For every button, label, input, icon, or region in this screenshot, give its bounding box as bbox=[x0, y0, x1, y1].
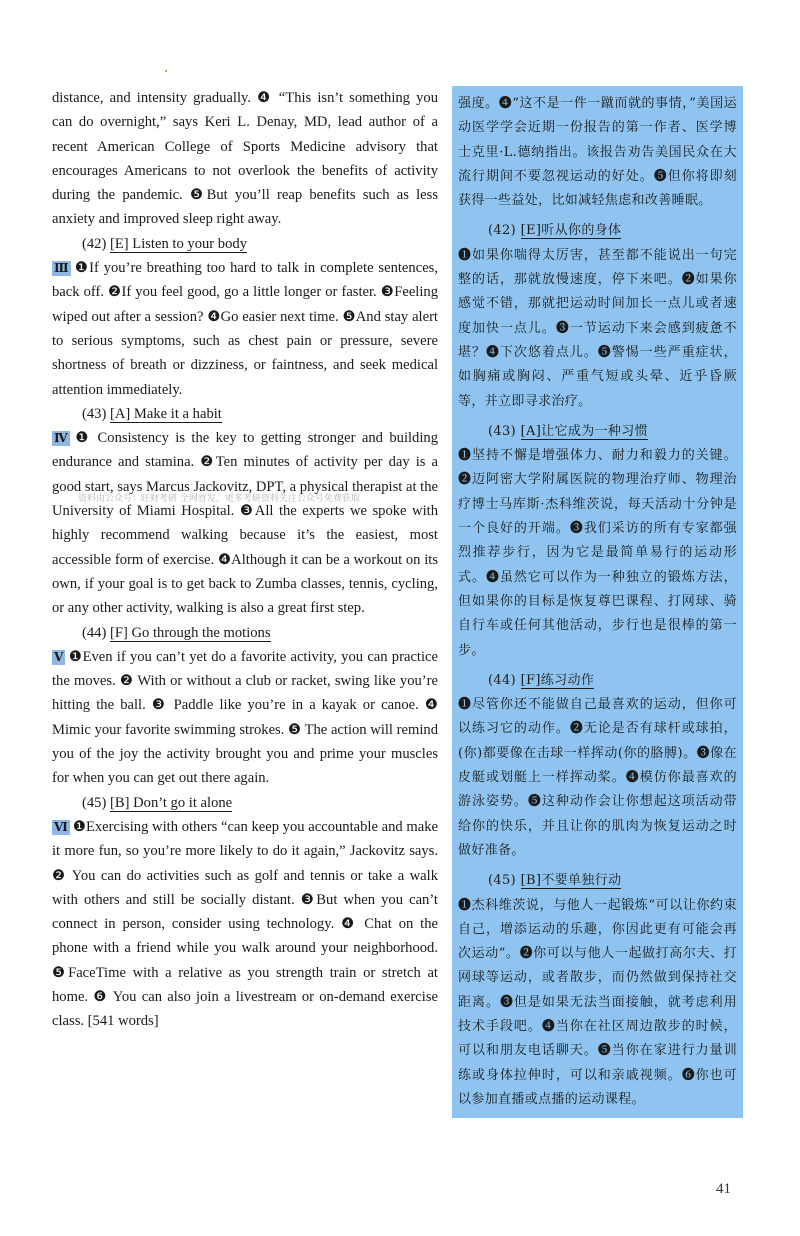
translation-body-42: ❶如果你喘得太厉害，甚至都不能说出一句完整的话，那就放慢速度，停下来吧。❷如果你感觉不错，那就把运动时间加长一点儿或者速度加快一点儿。❸一节运动下来会感到疲惫不堪？❹下次悠着点儿。❺警惕一些严重症状，如胸痛或胸闷、严重气短或头晕、近乎昏厥等，并立即寻求治疗。 bbox=[458, 247, 737, 409]
section-number: (45) bbox=[82, 794, 107, 811]
section-number: (44) bbox=[82, 624, 107, 641]
translation-panel bbox=[452, 86, 743, 1118]
translation-heading-44: (44) [F]练习动作 bbox=[488, 672, 595, 688]
translation-body-44: ❶尽管你还不能做自己最喜欢的运动，但你可以练习它的动作。❷无论是否有球杆或球拍，(你)都要像在击球一样挥动(你的胳膊)。❸像在皮艇或划艇上一样挥动桨。❹模仿你最喜欢的游泳姿势。❺这种动作会让你想起这项活动带给你的快乐，并且让你的肌肉为恢复运动之时做好准备。 bbox=[458, 697, 737, 858]
intro-paragraph: distance, and intensity gradually. ❹ “This isn’t something you can do overnight,” says Keri L. Denay, MD, lead author of a recent American College of Sports Medicine advisory that encourages Americans to not overlook the benefits of activity during the pandemic. ❺But you’ll reap benefits such as less anxiety and improved sleep right away. bbox=[52, 90, 438, 228]
watermark-text: 资料由公众号：旺财考研 全网首发，更多考研资料关注公众号免费获取 bbox=[78, 494, 360, 504]
section-heading-45 bbox=[52, 791, 438, 815]
section-title: [F] Go through the motions bbox=[109, 624, 271, 641]
paragraph-marker: Ⅵ bbox=[54, 819, 68, 834]
section-body-45: Ⅵ ❶Exercising with others “can keep you accountable and make it more fun, so you’re more likely to do it again,” Jackovitz says. ❷ You can do activities such as golf and tennis or take a walk with others and still be socially distant. ❸But when you can’t connect in person, consider using technology. ❹ Chat on the phone with a friend while you walk around your neighborhood. ❺FaceTime with a relative as you strength train or stretch at home. ❻ You can also join a livestream or on-demand exercise class. [541 words] bbox=[52, 818, 438, 1030]
section-title: [B] Don’t go it alone bbox=[109, 794, 233, 811]
paragraph-marker: Ⅳ bbox=[54, 431, 68, 446]
translation-heading-43: (43) [A]让它成为一种习惯 bbox=[488, 423, 648, 439]
english-column bbox=[52, 86, 438, 1034]
section-number: (43) bbox=[82, 405, 107, 422]
section-title: [A] Make it a habit bbox=[109, 405, 222, 422]
translation-body-43: ❶坚持不懈是增强体力、耐力和毅力的关键。❷迈阿密大学附属医院的物理治疗师、物理治疗博士马库斯·杰科维茨说，每天活动十分钟是一个良好的开端。❸我们采访的所有专家都强烈推荐步行，因为它是最简单易行的运动形式。❹虽然它可以作为一种独立的锻炼方法，但如果你的目标是恢复尊巴课程、打网球、骑自行车或任何其他活动，步行也是很棒的第一步。 bbox=[458, 448, 737, 658]
ink-speck bbox=[165, 70, 167, 72]
paragraph-marker: Ⅲ bbox=[54, 261, 69, 276]
section-title: [E] Listen to your body bbox=[109, 235, 247, 252]
translation-title: [E]听从你的身体 bbox=[520, 223, 622, 239]
translation-intro: 强度。❹“这不是一件一蹴而就的事情，”美国运动医学学会近期一份报告的第一作者、医学博士克里·L.德纳指出。该报告劝告美国民众在大流行期间不要忽视运动的好处。❺但你将即刻获得一些益处，比如减轻焦虑和改善睡眠。 bbox=[458, 96, 737, 209]
translation-title: [B]不要单独行动 bbox=[520, 873, 622, 889]
translation-heading-42: (42) [E]听从你的身体 bbox=[488, 223, 622, 239]
paragraph-marker: Ⅴ bbox=[54, 649, 64, 664]
section-number: (42) bbox=[82, 235, 107, 252]
translation-body-45: ❶杰科维茨说，与他人一起锻炼“可以让你约束自己，增添运动的乐趣，你因此更有可能会再次运动”。❷你可以与他人一起做打高尔夫、打网球等运动，或者散步，而仍然做到保持社交距离。❸但是如果无法当面接触，就考虑利用技术手段吧。❹当你在社区周边散步的时候，可以和朋友电话聊天。❺当你在家进行力量训练或身体拉伸时，可以和亲戚视频。❻你也可以参加直播或点播的运动课程。 bbox=[458, 897, 737, 1107]
section-heading-44 bbox=[52, 621, 438, 645]
translation-heading-45: (45) [B]不要单独行动 bbox=[488, 873, 622, 889]
section-heading-43 bbox=[52, 402, 438, 426]
translation-title: [A]让它成为一种习惯 bbox=[520, 423, 648, 439]
section-body-44: Ⅴ ❶Even if you can’t yet do a favorite activity, you can practice the moves. ❷ With or without a club or racket, swing like you’re hitting the ball. ❸ Paddle like you’re in a kayak or canoe. ❹ Mimic your favorite swimming strokes. ❺ The action will remind you of the joy the activity brought you and prime your muscles for when you can get out there again. bbox=[52, 648, 438, 787]
section-body-43: Ⅳ ❶ Consistency is the key to getting stronger and building endurance and stamina. ❷Ten minutes of activity per day is a good start, says Marcus Jackovitz, DPT, a physical therapist at the University of Miami Hospital. ❸All the experts we spoke with highly recommend walking because it’s the easiest, most accessible form of exercise. ❹Although it can be a workout on its own, if your goal is to get back to Zumba classes, tennis, cycling, or any other activity, walking is also a great first step. bbox=[52, 430, 438, 617]
section-body-42: Ⅲ ❶If you’re breathing too hard to talk in complete sentences, back off. ❷If you feel good, go a little longer or faster. ❸Feeling wiped out after a session? ❹Go easier next time. ❺And stay alert to serious symptoms, such as chest pain or pressure, severe shortness of breath or dizziness, or faintness, and seek medical attention immediately. bbox=[52, 260, 438, 398]
section-heading-42 bbox=[52, 232, 438, 256]
page-number: 41 bbox=[716, 1181, 731, 1197]
translation-title: [F]练习动作 bbox=[520, 672, 595, 688]
